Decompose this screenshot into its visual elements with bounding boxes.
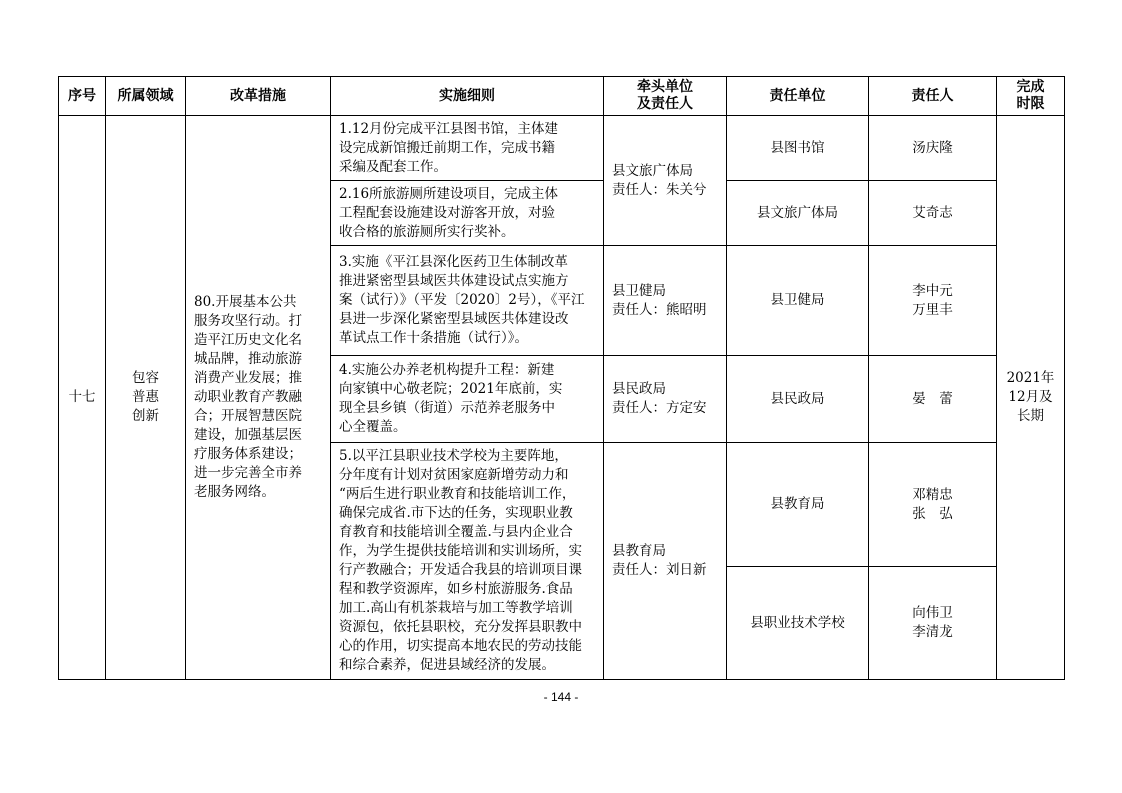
- lead-cell-1: [604, 116, 727, 246]
- detail-cell-1: [331, 116, 604, 181]
- resp-person-2: 艾奇志: [912, 204, 953, 221]
- lead-cell-4: [604, 356, 727, 443]
- resp-person-5a: 邓精忠 张 弘: [912, 486, 953, 522]
- resp-unit-cell-2: [727, 181, 869, 246]
- lead-text-3: 县卫健局 责任人：熊昭明: [612, 282, 707, 318]
- detail-cell-5: [331, 443, 604, 680]
- reform-measures-table: [58, 76, 1065, 680]
- header-lead-unit-label: 牵头单位 及责任人: [637, 79, 693, 112]
- resp-person-cell-3: [869, 246, 997, 356]
- header-details: 实施细则: [331, 77, 604, 116]
- reform-table-container: [58, 76, 1064, 680]
- table-row: [59, 116, 1065, 181]
- header-deadline-label: 完成 时限: [1016, 79, 1045, 112]
- resp-unit-cell-1: [727, 116, 869, 181]
- header-row: [59, 77, 1065, 116]
- lead-text-5: 县教育局 责任人：刘日新: [612, 543, 707, 578]
- resp-unit-cell-5b: [727, 567, 869, 680]
- detail-text-2: 2.16所旅游厕所建设项目，完成主体 工程配套设施建设对游客开放，对验 收合格的旅游厕所实行奖补。: [339, 185, 559, 240]
- resp-unit-cell-4: [727, 356, 869, 443]
- detail-text-1: 1.12月份完成平江县图书馆，主体建 设完成新馆搬迁前期工作，完成书籍 采编及配套工作。: [339, 120, 559, 175]
- page-number: - 144 -: [543, 690, 579, 704]
- header-lead-unit: [604, 77, 727, 116]
- group-measure-cell: [186, 116, 331, 680]
- resp-unit-1: 县图书馆: [770, 139, 825, 156]
- header-index: 序号: [59, 77, 106, 116]
- detail-text-4: 4.实施公办养老机构提升工程：新建 向家镇中心敬老院；2021年底前，实 现全县乡镇（街道）示范养老服务中 心全覆盖。: [339, 362, 563, 435]
- header-resp-person: 责任人: [869, 77, 997, 116]
- group-domain: 包容 普惠 创新: [132, 370, 159, 424]
- resp-unit-5b: 县职业技术学校: [750, 614, 845, 631]
- resp-unit-cell-5a: [727, 443, 869, 567]
- detail-cell-4: [331, 356, 604, 443]
- resp-unit-5a: 县教育局: [770, 496, 825, 512]
- header-deadline: [997, 77, 1065, 116]
- detail-text-3: 3.实施《平江县深化医药卫生体制改革 推进紧密型县域医共体建设试点实施方 案（试行）》（平发〔2020〕2号），《平江 县进一步深化紧密型县域医共体建设改 革试点工作十条措施（试行）》。: [339, 254, 585, 346]
- detail-cell-3: [331, 246, 604, 356]
- lead-cell-5: [604, 443, 727, 680]
- resp-person-3: 李中元 万里丰: [912, 282, 953, 318]
- resp-person-cell-2: [869, 181, 997, 246]
- resp-person-cell-4: [869, 356, 997, 443]
- lead-text-4: 县民政局 责任人：方定安: [612, 381, 707, 416]
- resp-person-5b: 向伟卫 李清龙: [912, 605, 953, 640]
- resp-unit-4: 县民政局: [770, 390, 825, 407]
- header-domain: 所属领域: [106, 77, 186, 116]
- group-measure: 80.开展基本公共 服务攻坚行动。打 造平江历史文化名 城品牌，推动旅游 消费产业发展；推 动职业教育产教融 合；开展智慧医院 建设，加强基层医 疗服务体系建设； 进一步完善全市养 老服务网络。: [194, 294, 302, 500]
- resp-person-4: 晏 蕾: [912, 390, 953, 407]
- detail-text-5: 5.以平江县职业技术学校为主要阵地， 分年度有计划对贫困家庭新增劳动力和 “两后生进行职业教育和技能培训工作， 确保完成省.市下达的任务，实现职业教 育教育和技能培训全覆盖.与县内企业合 作，为学生提供技能培训和实训场所，实 行产教融合；开发适合我县的培训项目课 程和教学资源库，如乡村旅游服务.食品 加工.高山有机茶栽培与加工等教学培训 资源包，依托县职校，充分发挥县职教中 心的作用，切实提高本地农民的劳动技能 和综合素养，促进县域经济的发展。: [339, 448, 582, 673]
- resp-person-cell-5b: [869, 567, 997, 680]
- resp-unit-2: 县文旅广体局: [757, 204, 838, 221]
- group-domain-cell: [106, 116, 186, 680]
- resp-unit-3: 县卫健局: [770, 292, 825, 308]
- deadline-cell: [997, 116, 1065, 680]
- group-index: 十七: [68, 389, 96, 405]
- header-resp-unit: 责任单位: [727, 77, 869, 116]
- resp-person-cell-1: [869, 116, 997, 181]
- detail-cell-2: [331, 181, 604, 246]
- lead-cell-3: [604, 246, 727, 356]
- deadline: 2021年 12月及 长期: [1006, 370, 1055, 424]
- lead-text-1: 县文旅广体局 责任人：朱关兮: [612, 162, 707, 198]
- resp-person-cell-5a: [869, 443, 997, 567]
- resp-person-1: 汤庆隆: [912, 139, 953, 156]
- resp-unit-cell-3: [727, 246, 869, 356]
- header-measure: 改革措施: [186, 77, 331, 116]
- group-index-cell: [59, 116, 106, 680]
